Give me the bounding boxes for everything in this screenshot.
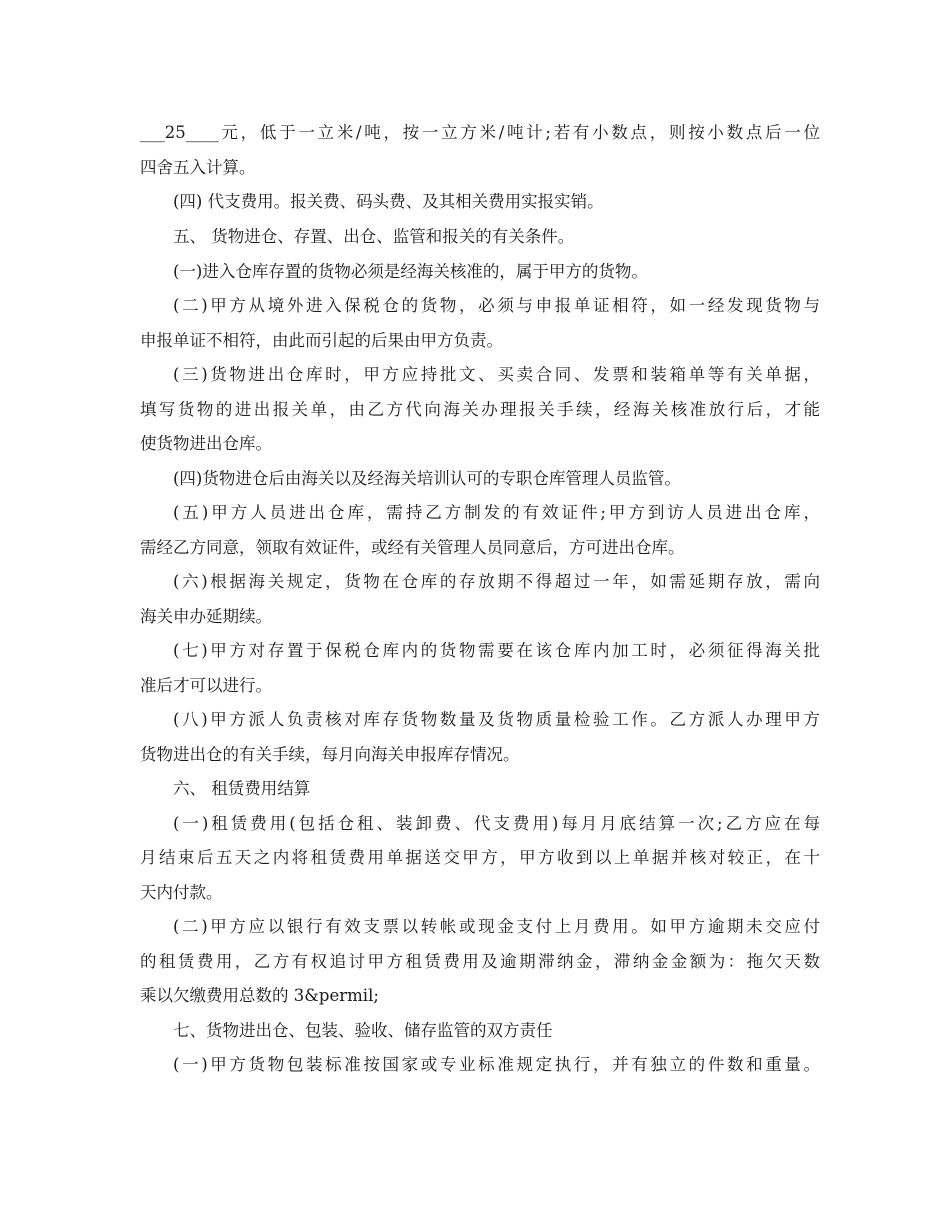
paragraph-line: (六)根据海关规定，货物在仓库的存放期不得超过一年，如需延期存放，需向 xyxy=(173,572,820,591)
paragraph-line: 四舍五入计算。 xyxy=(140,158,256,177)
paragraph-line: (四) 代支费用。报关费、码头费、及其相关费用实报实销。 xyxy=(173,192,604,211)
paragraph-line: (五)甲方人员进出仓库，需持乙方制发的有效证件;甲方到访人员进出仓库， xyxy=(173,503,820,522)
paragraph-line: 乘以欠缴费用总数的 3&permil; xyxy=(140,986,379,1005)
paragraph-line: (一)进入仓库存置的货物必须是经海关核准的，属于甲方的货物。 xyxy=(173,262,648,281)
paragraph-line: 填写货物的进出报关单，由乙方代向海关办理报关手续，经海关核准放行后，才能 xyxy=(140,400,820,419)
paragraph-line: 需经乙方同意，领取有效证件，或经有关管理人员同意后，方可进出仓库。 xyxy=(140,538,685,557)
section-heading: 六、 租赁费用结算 xyxy=(173,779,311,798)
paragraph-line: (八)甲方派人负责核对库存货物数量及货物质量检验工作。乙方派人办理甲方 xyxy=(173,710,820,729)
paragraph-line: 天内付款。 xyxy=(140,883,223,902)
paragraph-line: 的租赁费用，乙方有权追讨甲方租赁费用及逾期滞纳金，滞纳金金额为：拖欠天数 xyxy=(140,952,820,971)
paragraph-line: 月结束后五天之内将租赁费用单据送交甲方，甲方收到以上单据并核对较正，在十 xyxy=(140,848,820,867)
paragraph-line: 货物进出仓的有关手续，每月向海关申报库存情况。 xyxy=(140,745,520,764)
paragraph-line: ___25____元，低于一立米/吨，按一立方米/吨计;若有小数点，则按小数点后一位 xyxy=(140,123,820,142)
paragraph-line: (一)租赁费用(包括仓租、装卸费、代支费用)每月月底结算一次;乙方应在每 xyxy=(173,814,820,833)
paragraph-line: 使货物进出仓库。 xyxy=(140,434,272,453)
paragraph-line: (三)货物进出仓库时，甲方应持批文、买卖合同、发票和装箱单等有关单据， xyxy=(173,365,820,384)
paragraph-line: (二)甲方应以银行有效支票以转帐或现金支付上月费用。如甲方逾期未交应付 xyxy=(173,917,820,936)
section-heading: 七、货物进出仓、包装、验收、储存监管的双方责任 xyxy=(173,1021,553,1040)
paragraph-line: (一)甲方货物包装标准按国家或专业标准规定执行，并有独立的件数和重量。 xyxy=(173,1055,820,1074)
paragraph-line: 海关申办延期续。 xyxy=(140,607,272,626)
section-heading: 五、 货物进仓、存置、出仓、监管和报关的有关条件。 xyxy=(173,227,575,246)
paragraph-line: (二)甲方从境外进入保税仓的货物，必须与申报单证相符，如一经发现货物与 xyxy=(173,296,820,315)
paragraph-line: 申报单证不相符，由此而引起的后果由甲方负责。 xyxy=(140,331,503,350)
paragraph-line: (七)甲方对存置于保税仓库内的货物需要在该仓库内加工时，必须征得海关批 xyxy=(173,641,820,660)
paragraph-line: 准后才可以进行。 xyxy=(140,676,272,695)
paragraph-line: (四)货物进仓后由海关以及经海关培训认可的专职仓库管理人员监管。 xyxy=(173,469,681,488)
